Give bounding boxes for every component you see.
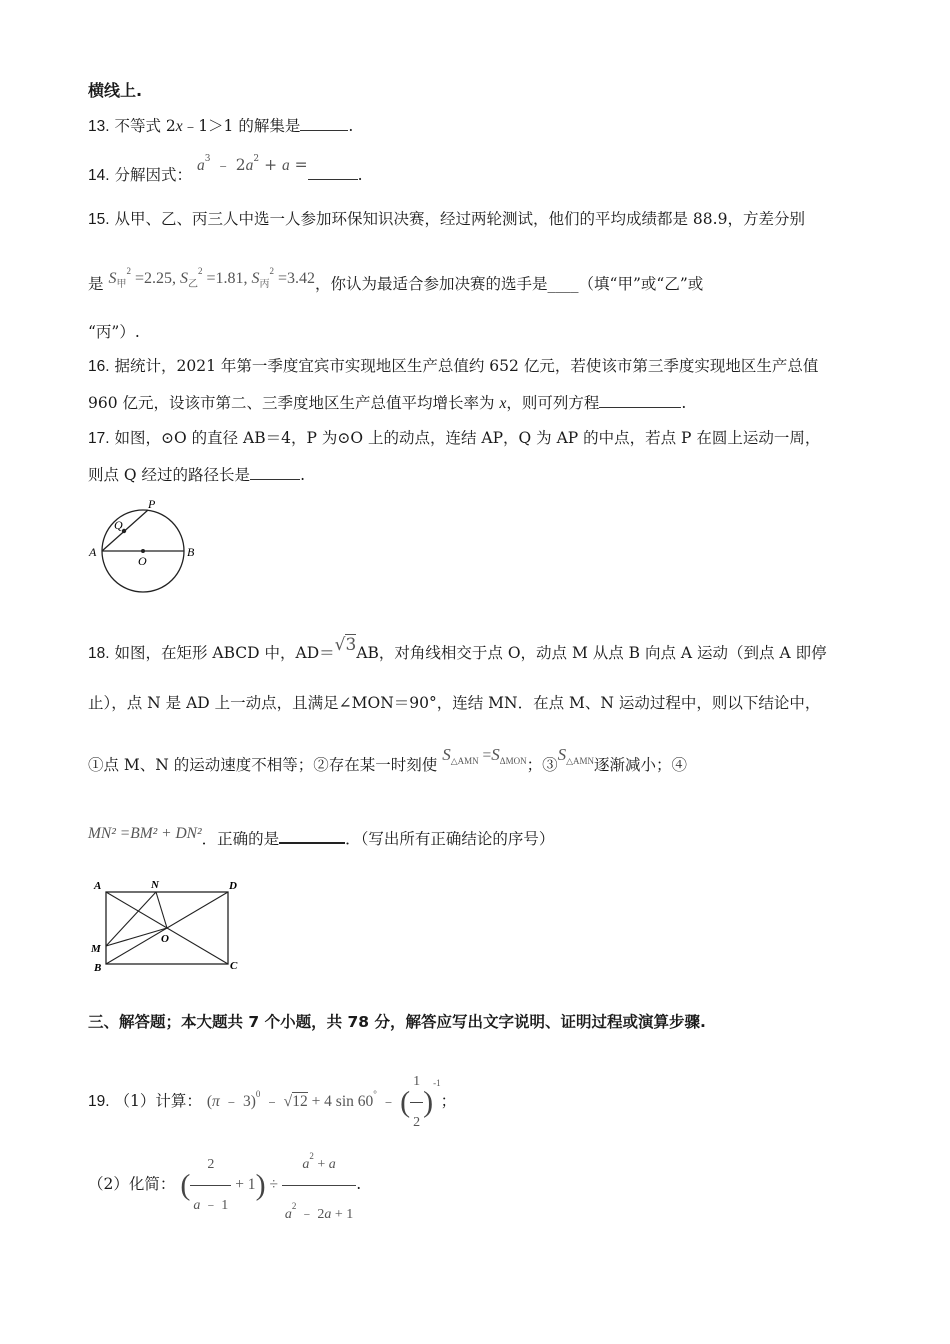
q15-variances: $S_甲^2 =2.25$, $S_乙^2 =1.81$, $S_丙^2 =3.42$ bbox=[108, 266, 316, 290]
q16-number: 16. bbox=[88, 358, 110, 375]
q14-end: . bbox=[357, 166, 363, 184]
label-p: P bbox=[148, 497, 156, 511]
q19-p1-expression: (π ﹣ 3)$^0$ ﹣ √12 + 4 sin 60° ﹣ ( $\frac{1}{2}$ )$^{-1}$ bbox=[207, 1093, 441, 1110]
q13-end: . bbox=[348, 117, 354, 135]
q18-answer-blank[interactable] bbox=[279, 828, 345, 844]
question-17-line-2 bbox=[88, 464, 305, 486]
q14-answer-blank[interactable] bbox=[308, 165, 358, 180]
q18-sqrt: √3 bbox=[334, 635, 357, 655]
question-13 bbox=[88, 115, 353, 138]
q15-line2-tail: ，你认为最适合参加决赛的选手是____（填“甲”或“乙”或 bbox=[315, 275, 704, 293]
segment-mo bbox=[106, 928, 167, 946]
question-15-line-2 bbox=[88, 266, 703, 302]
q17-line2-pre: 则点 Q 经过的路径长是 bbox=[88, 466, 251, 484]
q17-circle-figure bbox=[86, 494, 201, 596]
label-o: O bbox=[138, 554, 147, 568]
q13-number: 13. bbox=[88, 118, 110, 135]
label-a: A bbox=[89, 545, 97, 559]
label-a: A bbox=[94, 880, 102, 892]
q18-l3-c: 逐渐减小；④ bbox=[594, 756, 688, 774]
label-b: B bbox=[187, 545, 195, 559]
q17-number: 17. bbox=[88, 430, 110, 447]
q15-is: 是 bbox=[88, 275, 104, 293]
q16-var: x bbox=[499, 395, 507, 412]
q16-answer-blank[interactable] bbox=[599, 393, 681, 408]
q18-l3-a: ①点 M、N 的运动速度不相等；②存在某一时刻使 bbox=[88, 756, 438, 774]
q18-area-eq: $S_{\triangle AMN} =S_{\Delta MON}$ bbox=[442, 745, 527, 766]
q19-p1-label: （1）计算： bbox=[114, 1092, 202, 1111]
q16-end: . bbox=[681, 394, 687, 412]
label-b: B bbox=[94, 962, 102, 974]
q18-area-amn: $S_{\triangle AMN}$ bbox=[557, 745, 595, 766]
q17-end: . bbox=[300, 466, 305, 484]
q18-rectangle-figure bbox=[86, 874, 246, 976]
question-17-line-1 bbox=[88, 427, 820, 450]
section-header: 横线上. bbox=[88, 81, 143, 100]
q19-p2-expression: ( $\frac{2}{a ﹣ 1}$ + 1) ÷ $\frac{a^2 + a}{a^2 ﹣ 2a + 1}$ bbox=[180, 1176, 356, 1193]
label-n: N bbox=[151, 879, 159, 891]
question-18-line-4 bbox=[88, 825, 555, 851]
label-q: Q bbox=[114, 518, 123, 532]
q14-expression: $a^3$ ﹣ $2a^2 + a$ = bbox=[196, 154, 308, 174]
label-c: C bbox=[230, 960, 238, 972]
q19-p1-end: ； bbox=[440, 1092, 457, 1111]
question-18-line-1 bbox=[88, 635, 827, 665]
q18-l3-b: ；③ bbox=[526, 756, 558, 774]
q18-number: 18. bbox=[88, 645, 110, 662]
q18-l4-b: ．（写出所有正确结论的序号） bbox=[345, 830, 555, 848]
q13-post: ﹣1＞1 的解集是 bbox=[182, 117, 301, 135]
question-14 bbox=[88, 154, 363, 187]
q18-l1-a: 如图，在矩形 ABCD 中，AD＝ bbox=[114, 644, 335, 662]
q18-l4-a: ．正确的是 bbox=[201, 830, 280, 848]
question-15-line-3: “丙”）. bbox=[88, 323, 140, 341]
q16-line1: 据统计，2021 年第一季度宜宾市实现地区生产总值约 652 亿元，若使该市第三季度实现地区生产总值 bbox=[114, 357, 819, 375]
q16-line2-post: ，则可列方程 bbox=[506, 394, 600, 412]
q19-p2-end: . bbox=[356, 1175, 362, 1194]
point-o bbox=[141, 549, 145, 553]
q19-number: 19. bbox=[88, 1093, 110, 1111]
q14-label: 分解因式： bbox=[114, 166, 193, 184]
label-m: M bbox=[91, 943, 101, 955]
q18-eq: MN² =BM² + DN² bbox=[88, 825, 202, 842]
q16-line2-pre: 960 亿元，设该市第二、三季度地区生产总值平均增长率为 bbox=[88, 394, 500, 412]
q15-line1: 从甲、乙、丙三人中选一人参加环保知识决赛，经过两轮测试，他们的平均成绩都是 88.9，方差分别 bbox=[114, 210, 805, 228]
question-19-part-2 bbox=[88, 1136, 362, 1222]
question-18-line-2: 止），点 N 是 AD 上一动点，且满足∠MON＝90°，连结 MN．在点 M、N 运动过程中，则以下结论中， bbox=[88, 694, 821, 712]
question-16-line-1 bbox=[88, 355, 818, 378]
q17-answer-blank[interactable] bbox=[250, 465, 300, 480]
question-15-line-1 bbox=[88, 208, 805, 231]
question-18-line-3 bbox=[88, 745, 688, 782]
q18-l1-b: AB，对角线相交于点 O，动点 M 从点 B 向点 A 运动（到点 A 即停 bbox=[356, 644, 827, 662]
q15-number: 15. bbox=[88, 211, 110, 228]
label-d: D bbox=[229, 880, 237, 892]
question-16-line-2 bbox=[88, 392, 686, 415]
q19-p2-label: （2）化简： bbox=[88, 1175, 176, 1194]
q13-pre: 不等式 2 bbox=[114, 117, 176, 135]
q14-number: 14. bbox=[88, 167, 110, 184]
q13-answer-blank[interactable] bbox=[300, 116, 348, 131]
q17-line1: 如图，⊙O 的直径 AB＝4，P 为⊙O 上的动点，连结 AP，Q 为 AP 的中点，若点 P 在圆上运动一周， bbox=[114, 429, 821, 447]
q13-var: x bbox=[175, 118, 183, 135]
section-3-heading: 三、解答题；本大题共 7 个小题，共 78 分，解答应写出文字说明、证明过程或演算步骤. bbox=[88, 1013, 706, 1031]
segment-mn bbox=[106, 892, 156, 946]
label-o: O bbox=[161, 933, 169, 945]
question-19-part-1 bbox=[88, 1062, 457, 1130]
